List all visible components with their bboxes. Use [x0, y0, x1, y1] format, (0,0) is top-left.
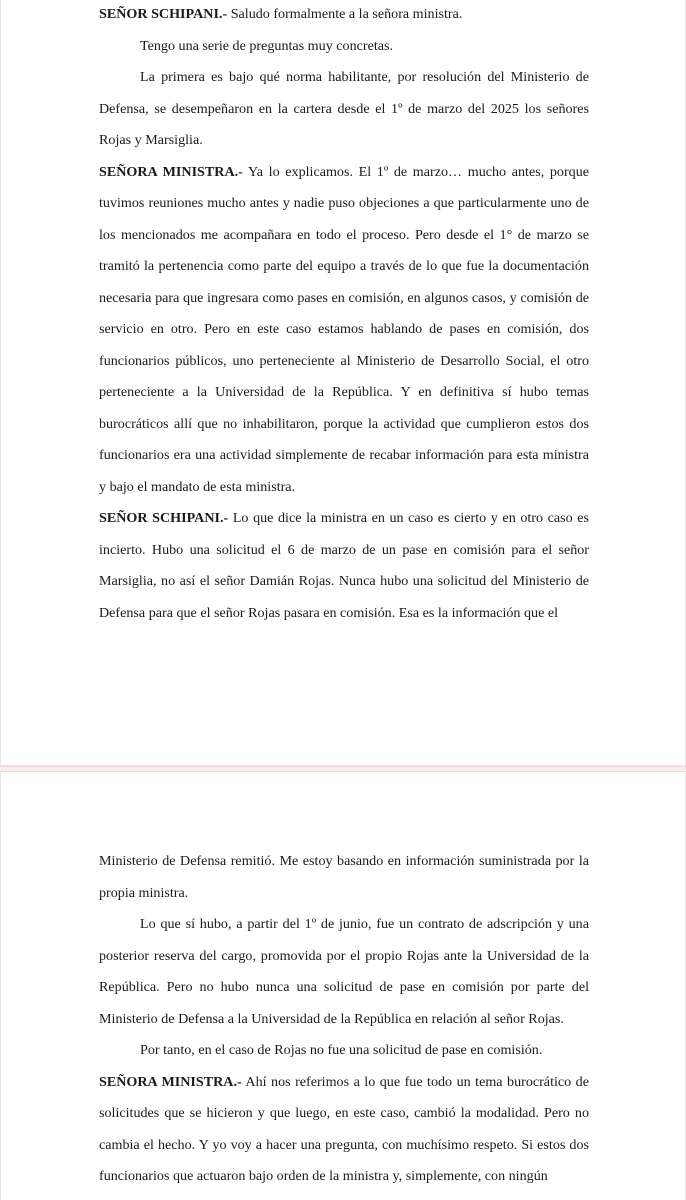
- speaker-name: SEÑOR SCHIPANI.-: [99, 510, 229, 526]
- paragraph-text: Ministerio de Defensa remitió. Me estoy basando en información suministrada por la propia ministra.: [99, 853, 589, 901]
- speaker-name: SEÑOR SCHIPANI.-: [99, 6, 228, 22]
- page-1-body: [99, 0, 589, 629]
- speaker-name: SEÑORA MINISTRA.-: [99, 163, 243, 180]
- paragraph-text: Lo que sí hubo, a partir del 1º de junio, fue un contrato de adscripción y una posterior reserva del cargo, promovida por el propio Rojas ante la Universidad de la República. Pero no hubo nunca una solicitud de pase en comisión por parte del Ministerio de Defensa a la Universidad de la República en relación al señor Rojas.: [99, 916, 589, 1027]
- page-2-body: [99, 846, 589, 1193]
- paragraph-text: La primera es bajo qué norma habilitante, por resolución del Ministerio de Defensa, se desempeñaron en la cartera desde el 1º de marzo del 2025 los señores Rojas y Marsiglia.: [99, 69, 589, 148]
- paragraph-text: Lo que dice la ministra en un caso es cierto y en otro caso es incierto. Hubo una solicitud el 6 de marzo de un pase en comisión para el señor Marsiglia, no así el señor Damián Rojas. Nunca hubo una solicitud del Ministerio de Defensa para que el señor Rojas pasara en comisión. Esa es la información que el: [99, 510, 589, 621]
- paragraph-text: Ya lo explicamos. El 1º de marzo… mucho antes, porque tuvimos reuniones mucho antes y nadie puso objeciones a que particularmente uno de los mencionados me acompañara en todo el proceso. Pero desde el 1° de marzo se tramitó la pertenencia como parte del equipo a través de lo que fue la documentación necesaria para que ingresara como pases en comisión, en algunos casos, y comisión de servicio en otro. Pero en este caso estamos hablando de pases en comisión, dos funcionarios públicos, uno perteneciente al Ministerio de Desarrollo Social, el otro perteneciente a la Universidad de la República. Y en definitiva sí hubo temas burocráticos allí que no inhabilitaron, porque la actividad que cumplieron estos dos funcionarios era una actividad simplemente de recabar información para esta ministra y bajo el mandato de esta ministra.: [99, 163, 590, 495]
- paragraph-first-question: [99, 62, 589, 157]
- paragraph-ministra-answer: [99, 157, 589, 504]
- paragraph-schipani-reply: [99, 503, 589, 629]
- paragraph-text: Tengo una serie de preguntas muy concretas.: [140, 37, 393, 54]
- paragraph-text: Ahí nos referimos a lo que fue todo un tema burocrático de solicitudes que se hicieron y que luego, en este caso, cambió la modalidad. Pero no cambia el hecho. Y yo voy a hacer una pregunta, con muchísimo respeto. Si estos dos funcionarios que actuaron bajo orden de la ministra y, simplemente, con ningún: [99, 1073, 589, 1184]
- paragraph-conclusion: [99, 1035, 589, 1067]
- paragraph-questions-intro: [99, 31, 589, 63]
- paragraph-text: Saludo formalmente a la señora ministra.: [227, 6, 463, 22]
- paragraph-adscription: [99, 909, 589, 1035]
- document-page-2: [0, 772, 686, 1200]
- paragraph-continuation: [99, 846, 589, 909]
- speaker-name: SEÑORA MINISTRA.-: [99, 1073, 242, 1090]
- paragraph-schipani-greeting: [99, 0, 589, 31]
- paragraph-text: Por tanto, en el caso de Rojas no fue una solicitud de pase en comisión.: [140, 1042, 543, 1058]
- paragraph-ministra-response: [99, 1067, 589, 1193]
